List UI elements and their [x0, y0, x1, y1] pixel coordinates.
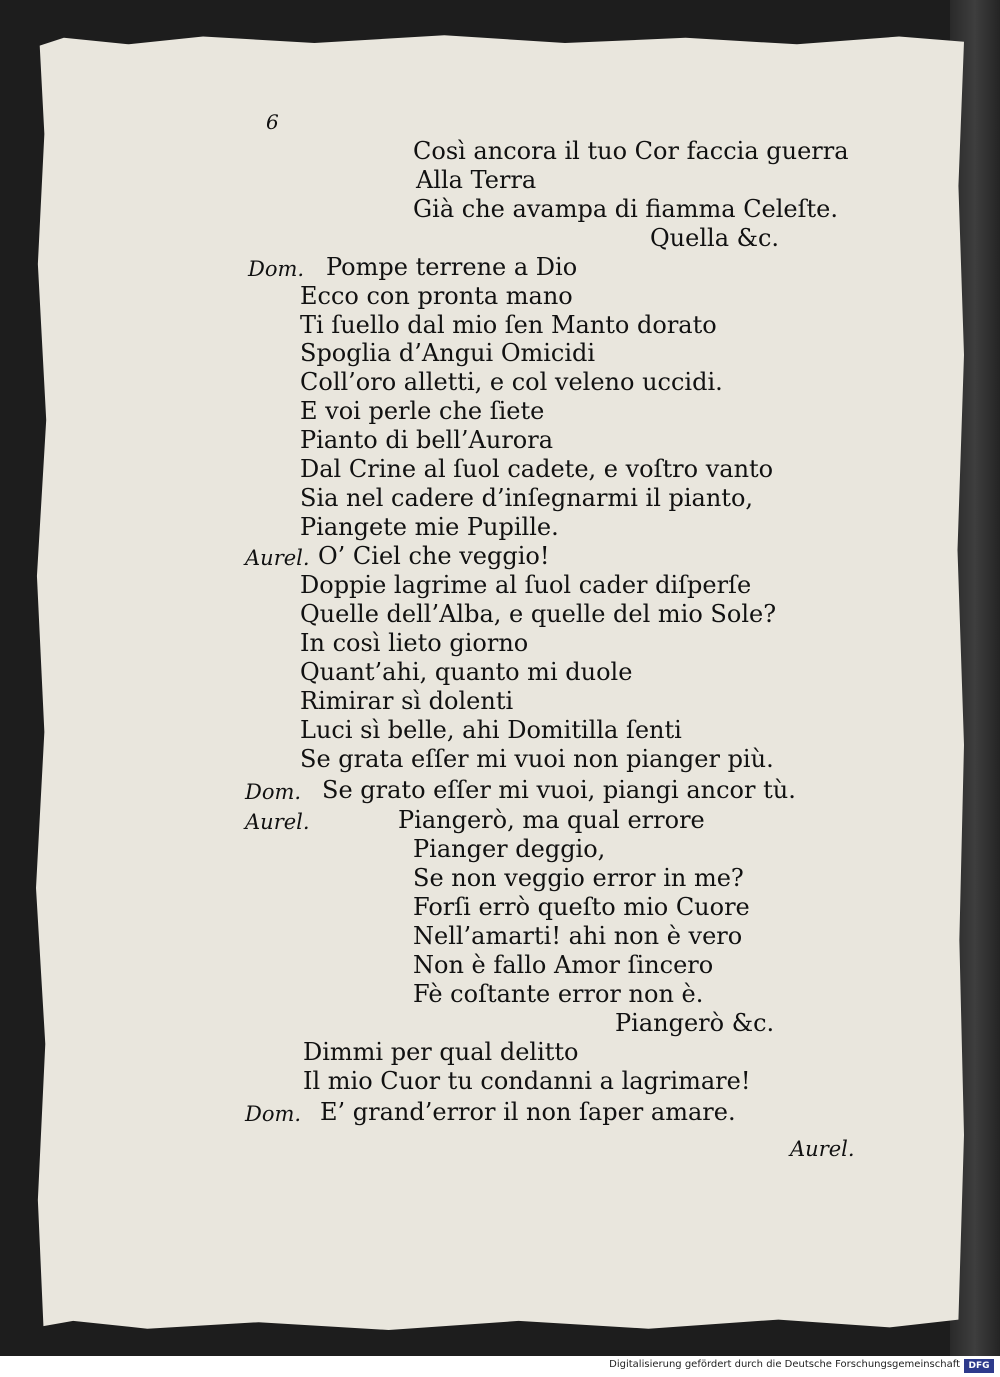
verse-line: E voi perle che ſiete: [300, 397, 545, 425]
verse-line: Sia nel cadere d’inſegnarmi il pianto,: [300, 484, 754, 512]
verse-line: Quelle dell’Alba, e quelle del mio Sole?: [300, 600, 777, 628]
verse-line: Se non veggio error in me?: [413, 864, 744, 892]
verse-line: Il mio Cuor tu condanni a lagrimare!: [303, 1067, 751, 1095]
dfg-logo: DFG: [964, 1359, 994, 1373]
verse-line: Pianto di bell’Aurora: [300, 426, 554, 454]
speaker-label: Dom.: [248, 257, 305, 281]
verse-line: Pompe terrene a Dio: [326, 253, 578, 281]
verse-line: Già che avampa di fiamma Celeſte.: [413, 195, 838, 223]
verse-line: Coll’oro alletti, e col veleno uccidi.: [300, 368, 723, 396]
speaker-label: Dom.: [245, 780, 302, 804]
verse-line: Ecco con pronta mano: [300, 282, 573, 310]
verse-line: Ti ſuello dal mio ſen Manto dorato: [300, 311, 717, 339]
verse-line: Luci sì belle, ahi Domitilla ſenti: [300, 716, 682, 744]
verse-line: Piangerò &c.: [615, 1009, 775, 1037]
verse-line: Forſi errò queſto mio Cuore: [413, 893, 750, 921]
verse-line: Doppie lagrime al ſuol cader diſperſe: [300, 571, 752, 599]
verse-line: Piangerò, ma qual errore: [398, 806, 705, 834]
verse-line: Pianger deggio,: [413, 835, 606, 863]
catchword: Aurel.: [790, 1137, 855, 1161]
verse-line: In così lieto giorno: [300, 629, 529, 657]
verse-line: Fè coſtante error non è.: [413, 980, 704, 1008]
page-number: 6: [266, 110, 279, 134]
verse-line: Rimirar sì dolenti: [300, 687, 514, 715]
verse-line: Nell’amarti! ahi non è vero: [413, 922, 743, 950]
verse-line: Se grato eſſer mi vuoi, piangi ancor tù.: [322, 776, 796, 804]
verse-line: Dal Crine al ſuol cadete, e voſtro vanto: [300, 455, 774, 483]
verse-line: Piangete mie Pupille.: [300, 513, 559, 541]
verse-line: Dimmi per qual delitto: [303, 1038, 579, 1066]
verse-line: Alla Terra: [416, 166, 537, 194]
verse-line: Se grata eſſer mi vuoi non pianger più.: [300, 745, 774, 773]
verse-line: Quant’ahi, quanto mi duole: [300, 658, 633, 686]
footer-credit: Digitalisierung gefördert durch die Deutsche Forschungsgemeinschaft: [609, 1359, 960, 1370]
verse-line: E’ grand’error il non ſaper amare.: [320, 1098, 736, 1126]
verse-line: Spoglia d’Angui Omicidi: [300, 339, 596, 367]
verse-line: O’ Ciel che veggio!: [318, 542, 550, 570]
verse-line: Così ancora il tuo Cor faccia guerra: [413, 137, 849, 165]
speaker-label: Aurel.: [245, 546, 310, 570]
speaker-label: Aurel.: [245, 810, 310, 834]
verse-line: Non è fallo Amor ſincero: [413, 951, 714, 979]
verse-line: Quella &c.: [650, 224, 780, 252]
footer-bar: [0, 1356, 1000, 1377]
speaker-label: Dom.: [245, 1102, 302, 1126]
